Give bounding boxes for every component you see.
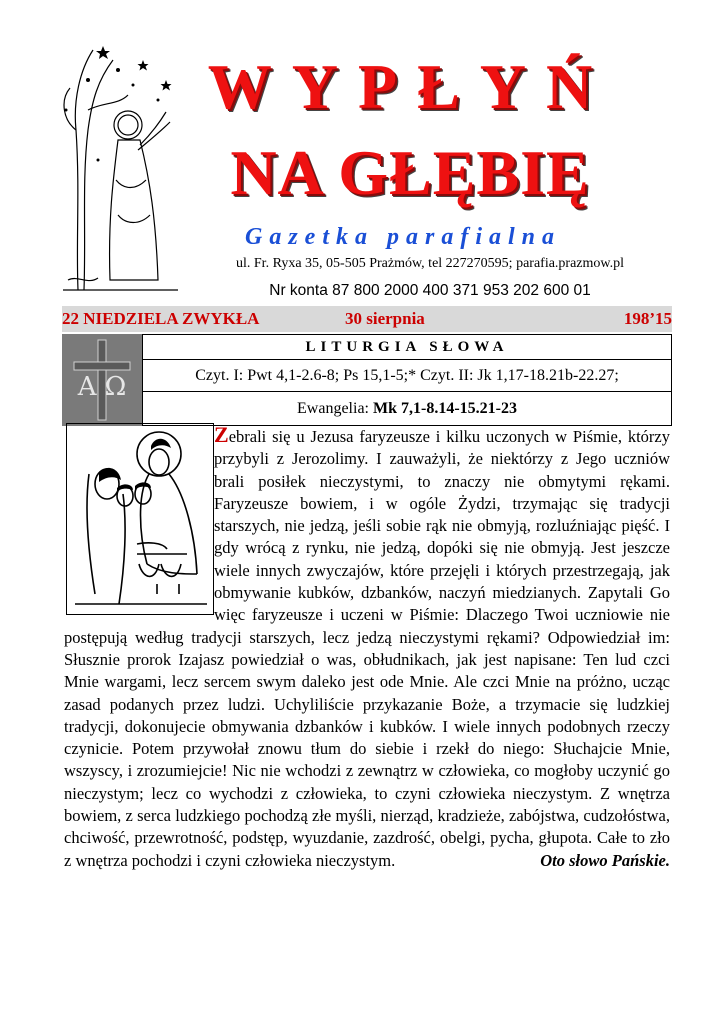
- gospel-reference: Mk 7,1-8.14-15.21-23: [372, 400, 517, 417]
- issue-number: 198’15: [623, 309, 672, 328]
- date-bar: [62, 306, 672, 332]
- masthead-title-line1: WYPŁYŃ: [207, 51, 613, 122]
- gospel-text: [64, 424, 670, 872]
- illustration-spacer: [64, 424, 214, 620]
- masthead-subtitle: Gazetka parafialna: [245, 224, 562, 250]
- alpha-omega-letters: A Ω: [77, 372, 127, 402]
- alpha-omega-icon: [62, 334, 142, 426]
- gospel-body: ebrali się u Jezusa faryzeusze i kilku uczonych w Piśmie, którzy przybyli z Jerozolimy. I zauważyli, że niektórzy z Jego uczniów brali posiłek nieczystymi, to znaczy nie obmytymi rękami. Faryzeusze bowiem, i w ogóle Żydzi, trzymając się tradycji starszych, nie jedzą, jeśli sobie rąk nie obmyją, rozluźniając pięść. I gdy wrócą z rynku, nie jedzą, dopóki się nie obmyją. Jest jeszcze wiele innych zwyczajów, które przejęli i których przestrzegają, jak obmywanie kubków, dzbanków, naczyń miedzianych. Zapytali Go więc faryzeusze i uczeni w Piśmie: Dlaczego Twoi uczniowie nie postępują według tradycji starszych, lecz jedzą nieczystymi rękami? Odpowiedział im: Słusznie prorok Izajasz powiedział o was, obłudnikach, jak jest napisane: Ten lud czci Mnie wargami, lecz sercem swym daleko jest ode Mnie. Ale czci Mnie na próżno, ucząc zasad podanych przez ludzi. Uchyliliście przykazanie Boże, a trzymacie się ludzkiej tradycji, dokonujecie obmywania dzbanków i kubków. I wiele innych podobnych rzeczy czynicie. Potem przywołał znowu tłum do siebie i rzekł do niego: Słuchajcie Mnie, wszyscy, i zrozumiejcie! Nic nie wchodzi z zewnątrz w człowieka, co mogłoby uczynić go nieczystym; lecz co wychodzi z człowieka, to czyni człowieka nieczystym. Z wnętrza bowiem, z serca ludzkiego pochodzą złe myśli, nierząd, kradzieże, zabójstwa, cudzołóstwa, chciwość, przewrotność, podstęp, wyuzdanie, zazdrość, obelgi, pycha, głupota. Całe to zło z wnętrza pochodzi i czyni człowieka nieczystym.: [64, 427, 670, 870]
- saint-illustration: [58, 40, 188, 300]
- liturgy-box: [62, 334, 672, 426]
- gospel-initial: Z: [214, 422, 229, 447]
- sunday-name: 22 NIEDZIELA ZWYKŁA: [62, 309, 260, 328]
- bank-account: Nr konta 87 800 2000 400 371 953 202 600 01: [269, 282, 591, 299]
- issue-date: 30 sierpnia: [345, 309, 425, 328]
- gospel-label: Ewangelia:: [297, 400, 369, 417]
- parish-address: ul. Fr. Ryxa 35, 05-505 Prażmów, tel 227270595; parafia.prazmow.pl: [236, 256, 624, 271]
- liturgy-gospel: [142, 391, 672, 426]
- gospel-closing: Oto słowo Pańskie.: [540, 850, 670, 870]
- liturgy-heading: LITURGIA SŁOWA: [142, 334, 672, 360]
- masthead-title-line2: NA GŁĘBIĘ: [230, 137, 590, 208]
- liturgy-readings: Czyt. I: Pwt 4,1-2.6-8; Ps 15,1-5;* Czyt. II: Jk 1,17-18.21b-22.27;: [142, 359, 672, 392]
